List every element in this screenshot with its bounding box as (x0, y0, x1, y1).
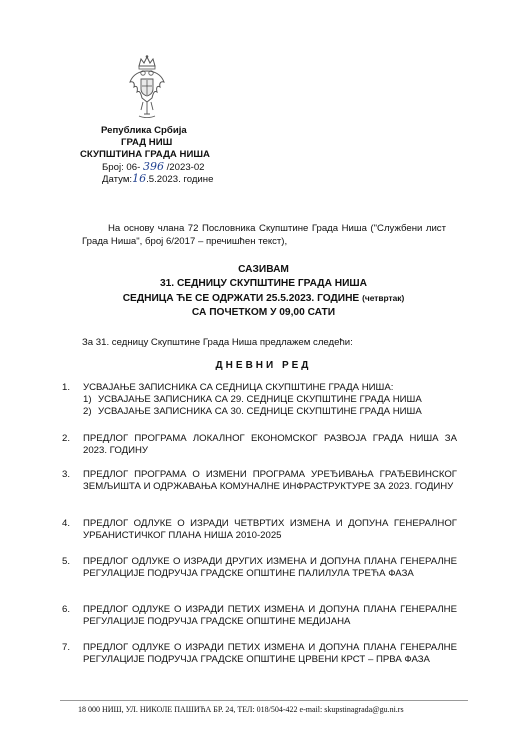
agenda-item-text: ПРЕДЛОГ ОДЛУКЕ О ИЗРАДИ ПЕТИХ ИЗМЕНА И ДОПУНА ПЛАНА ГЕНЕРАЛНЕ РЕГУЛАЦИЈЕ ПОДРУЧЈА ГРАДСКЕ ОПШТИНЕ ЦРВЕНИ КРСТ – ПРВА ФАЗА (83, 642, 457, 666)
header-country: Република Србија (101, 125, 187, 136)
date-handwritten: 16 (132, 172, 147, 185)
session-date-text: СЕДНИЦА ЋЕ СЕ ОДРЖАТИ 25.5.2023. ГОДИНЕ (122, 293, 360, 304)
serbian-coat-of-arms-icon (128, 54, 166, 120)
number-handwritten: 396 (142, 160, 164, 173)
agenda-item-number: 7. (62, 642, 71, 653)
footer-address: 18 000 НИШ, УЛ. НИКОЛЕ ПАШИЋА БР. 24, ТЕЛ: 018/504-422 e-mail: skupstinagrada@gu.ni.rs (78, 705, 404, 714)
agenda-item-text: УСВАЈАЊЕ ЗАПИСНИКА СА СЕДНИЦА СКУПШТИНЕ ГРАДА НИША: (83, 382, 394, 393)
header-date (102, 173, 213, 186)
agenda-title: ДНЕВНИ РЕД (215, 360, 312, 371)
session-title: 31. СЕДНИЦУ СКУПШТИНЕ ГРАДА НИША (159, 278, 368, 289)
convocation-title: САЗИВАМ (238, 264, 289, 275)
date-prefix: Датум: (102, 174, 133, 185)
agenda-item-text: ПРЕДЛОГ ОДЛУКЕ О ИЗРАДИ ДРУГИХ ИЗМЕНА И ДОПУНА ПЛАНА ГЕНЕРАЛНЕ РЕГУЛАЦИЈЕ ПОДРУЧЈА ГРАДСКЕ ОПШТИНЕ ПАЛИЛУЛА ТРЕЋА ФАЗА (83, 556, 457, 580)
session-time: СА ПОЧЕТКОМ У 09,00 САТИ (191, 307, 336, 318)
agenda-item-text: ПРЕДЛОГ ПРОГРАМА ЛОКАЛНОГ ЕКОНОМСКОГ РАЗВОЈА ГРАДА НИША ЗА 2023. ГОДИНУ (83, 433, 457, 457)
agenda-item-number: 5. (62, 556, 71, 567)
agenda-item (62, 469, 457, 493)
footer-divider (60, 700, 468, 701)
number-prefix: Број: 06- (102, 162, 141, 173)
agenda-item-text: ПРЕДЛОГ ПРОГРАМА О ИЗМЕНИ ПРОГРАМА УРЕЂИВАЊА ГРАЂЕВИНСКОГ ЗЕМЉИШТА И ОДРЖАВАЊА КОМУНАЛНЕ ИНФРАСТРУКТУРЕ ЗА 2023. ГОДИНУ (83, 469, 457, 493)
agenda-subitems (83, 394, 457, 418)
agenda-subitem (83, 406, 457, 418)
date-suffix: .5.2023. године (146, 174, 214, 185)
intro-text: На основу члана 72 Пословника Скупштине Града Ниша ("Службени лист Града Ниша", број 6/2017 – пречишћен текст), (82, 223, 446, 247)
session-day: (четвртак) (362, 293, 405, 303)
agenda-item (62, 433, 457, 457)
agenda-item-text: ПРЕДЛОГ ОДЛУКЕ О ИЗРАДИ ЧЕТВРТИХ ИЗМЕНА И ДОПУНА ГЕНЕРАЛНОГ УРБАНИСТИЧКОГ ПЛАНА НИША 2010-2025 (83, 518, 457, 542)
agenda-subitem (83, 394, 457, 406)
agenda-item (62, 604, 457, 628)
number-suffix: /2023-02 (166, 162, 205, 173)
header-city: ГРАД НИШ (121, 137, 173, 148)
agenda-subitem-number: 2) (83, 406, 92, 418)
agenda-item-text: ПРЕДЛОГ ОДЛУКЕ О ИЗРАДИ ПЕТИХ ИЗМЕНА И ДОПУНА ПЛАНА ГЕНЕРАЛНЕ РЕГУЛАЦИЈЕ ПОДРУЧЈА ГРАДСКЕ ОПШТИНЕ МЕДИЈАНА (83, 604, 457, 628)
agenda-item (62, 382, 457, 419)
agenda-item-number: 3. (62, 469, 71, 480)
agenda-item (62, 642, 457, 666)
agenda-subitem-text: УСВАЈАЊЕ ЗАПИСНИКА СА 30. СЕДНИЦЕ СКУПШТИНЕ ГРАДА НИША (98, 406, 422, 418)
agenda-item-number: 2. (62, 433, 71, 444)
agenda-item (62, 556, 457, 580)
agenda-subitem-number: 1) (83, 394, 92, 406)
intro-paragraph (82, 222, 446, 248)
agenda-item (62, 518, 457, 542)
session-date (0, 293, 527, 304)
proposal-text: За 31. седницу Скупштине Града Ниша предлажем следећи: (82, 337, 353, 348)
agenda-item-number: 6. (62, 604, 71, 615)
header-assembly: СКУПШТИНА ГРАДА НИША (80, 149, 210, 160)
agenda-item-number: 1. (62, 382, 71, 393)
agenda-item-number: 4. (62, 518, 71, 529)
agenda-subitem-text: УСВАЈАЊЕ ЗАПИСНИКА СА 29. СЕДНИЦЕ СКУПШТИНЕ ГРАДА НИША (98, 394, 422, 406)
